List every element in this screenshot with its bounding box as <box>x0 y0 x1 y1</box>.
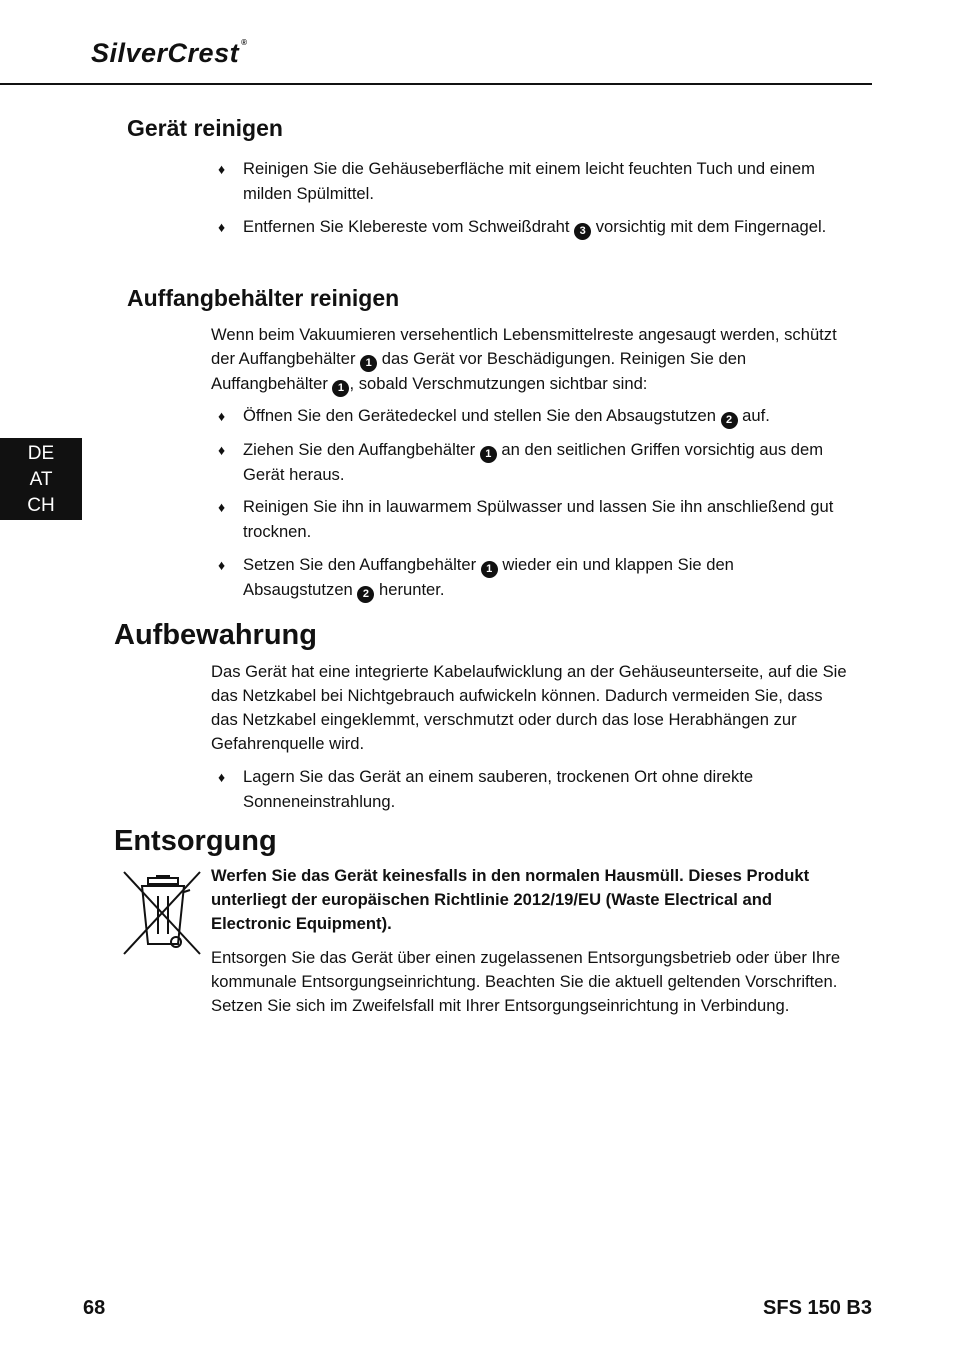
list-item <box>218 438 858 488</box>
crossed-out-wheelie-bin-icon <box>120 868 204 956</box>
lang-ch: CH <box>27 495 55 516</box>
heading-geraet-reinigen: Gerät reinigen <box>127 115 283 141</box>
bullet-diamond-icon: ♦ <box>218 557 226 573</box>
heading-aufbewahrung: Aufbewahrung <box>114 619 317 651</box>
list-item <box>218 404 858 429</box>
header-rule <box>0 83 872 85</box>
bullet-diamond-icon: ♦ <box>218 408 226 424</box>
part-number-badge: 3 <box>574 223 591 240</box>
heading-auffang-reinigen: Auffangbehälter reinigen <box>127 285 400 311</box>
bullet-text: Öffnen Sie den Gerätedeckel und stellen Sie den Absaugstutzen 2 auf. <box>243 404 843 429</box>
part-number-badge: 1 <box>360 355 377 372</box>
part-number-badge: 2 <box>721 412 738 429</box>
model-number: SFS 150 B3 <box>763 1297 872 1319</box>
page-number: 68 <box>83 1297 106 1319</box>
auffang-intro: Wenn beim Vakuumieren versehentlich Lebensmittelreste angesaugt werden, schützt der Auffangbehälter 1 das Gerät vor Beschädigungen. Reinigen Sie den Auffangbehälter 1 , sobald Verschmutzungen sichtbar sind: <box>211 323 851 397</box>
bullet-text: Reinigen Sie die Gehäuseberfläche mit einem leicht feuchten Tuch und einem milden Spülmittel. <box>243 159 815 203</box>
part-number-badge: 2 <box>357 586 374 603</box>
part-number-badge: 1 <box>480 446 497 463</box>
entsorgung-text: Entsorgen Sie das Gerät über einen zugelassenen Entsorgungsbetrieb oder über Ihre kommunale Entsorgungseinrichtung. Beachten Sie die aktuell geltenden Vorschriften. Setzen Sie sich im Zweifelsfall mit Ihrer Entsorgungseinrichtung in Verbindung. <box>211 948 841 1015</box>
brand-logo <box>91 38 248 69</box>
list-item <box>218 495 858 544</box>
heading-entsorgung: Entsorgung <box>114 825 277 857</box>
bullet-text: Ziehen Sie den Auffangbehälter 1 an den seitlichen Griffen vorsichtig aus dem Gerät heraus. <box>243 440 824 484</box>
entsorgung-warning: Werfen Sie das Gerät keinesfalls in den normalen Hausmüll. Dieses Produkt unterliegt der europäischen Richtlinie 2012/19/EU (Waste Electrical and Electronic Equipment). <box>211 866 810 933</box>
lang-at: AT <box>29 469 53 490</box>
bullet-diamond-icon: ♦ <box>218 161 226 177</box>
list-item <box>218 157 858 206</box>
registered-mark: ® <box>241 38 248 47</box>
bullet-text: Lagern Sie das Gerät an einem sauberen, trockenen Ort ohne direkte Sonneneinstrahlung. <box>243 767 754 811</box>
bullet-diamond-icon: ♦ <box>218 499 226 515</box>
brand-name: SilverCrest <box>91 38 240 68</box>
bullet-text: Setzen Sie den Auffangbehälter 1 wieder ein und klappen Sie den Absaugstutzen 2 herunter. <box>243 553 843 603</box>
lang-de: DE <box>27 443 55 464</box>
bullet-text: Reinigen Sie ihn in lauwarmem Spülwasser und lassen Sie ihn anschließend gut trocknen. <box>243 497 834 541</box>
part-number-badge: 1 <box>332 380 349 397</box>
bullet-text: Entfernen Sie Klebereste vom Schweißdraht 3 vorsichtig mit dem Fingernagel. <box>243 215 843 240</box>
list-item <box>218 765 858 814</box>
bullet-diamond-icon: ♦ <box>218 219 226 235</box>
list-item <box>218 215 858 240</box>
part-number-badge: 1 <box>481 561 498 578</box>
bullet-diamond-icon: ♦ <box>218 769 226 785</box>
aufbewahrung-intro: Das Gerät hat eine integrierte Kabelaufwicklung an der Gehäuseunterseite, auf die Sie das Netzkabel bei Nichtgebrauch aufwickeln können. Dadurch vermeiden Sie, dass das Netzkabel eingeklemmt, verschmutzt oder durch das lose Herabhängen zur Gefahrenquelle wird. <box>211 662 847 753</box>
list-item <box>218 553 858 603</box>
bullet-diamond-icon: ♦ <box>218 442 226 458</box>
language-tab <box>0 438 82 520</box>
